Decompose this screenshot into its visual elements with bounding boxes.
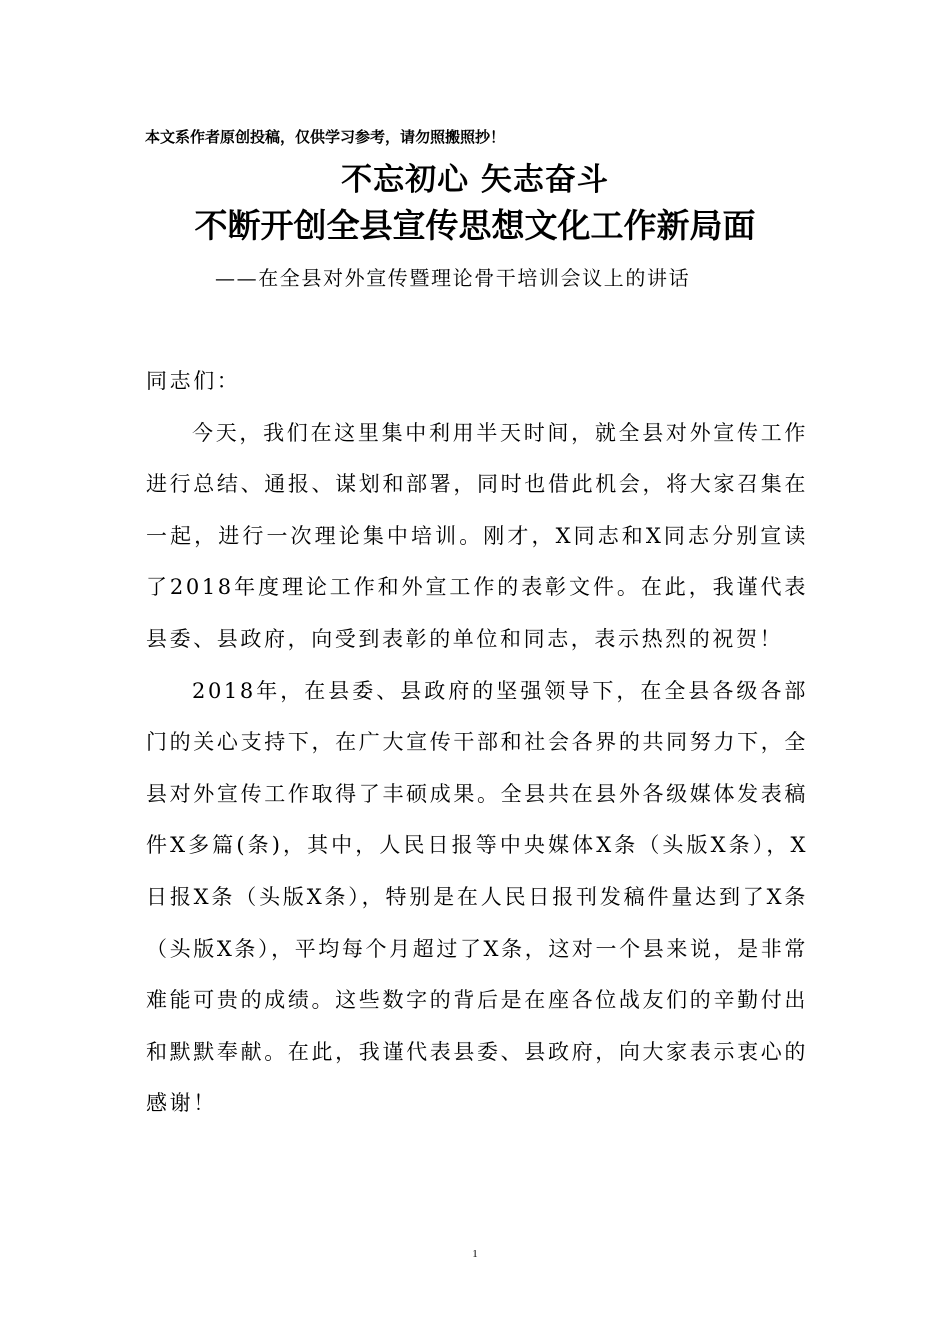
salutation: 同志们： (146, 369, 241, 393)
title-line-2: 不断开创全县宣传思想文化工作新局面 (194, 206, 756, 245)
paragraph: 2018年，在县委、县政府的坚强领导下，在全县各级各部门的关心支持下，在广大宣传干部和社会各界的共同努力下，全县对外宣传工作取得了丰硕成果。全县共在县外各级媒体发表稿件X多篇(条)，其中，人民日报等中央媒体X条（头版X条），X日报X条（头版X条），特别是在人民日报刊发稿件量达到了X条（头版X条），平均每个月超过了X条，这对一个县来说，是非常难能可贵的成绩。这些数字的背后是在座各位战友们的辛勤付出和默默奉献。在此，我谨代表县委、县政府，向大家表示衷心的感谢！ (146, 678, 808, 1116)
paragraph: 今天，我们在这里集中利用半天时间，就全县对外宣传工作进行总结、通报、谋划和部署，同时也借此机会，将大家召集在一起，进行一次理论集中培训。刚才，X同志和X同志分别宣读了2018年度理论工作和外宣工作的表彰文件。在此，我谨代表县委、县政府，向受到表彰的单位和同志，表示热烈的祝贺！ (146, 420, 808, 651)
speech-body (146, 356, 808, 1130)
title-line-1: 不忘初心 矢志奋斗 (341, 162, 609, 198)
subtitle: ——在全县对外宣传暨理论骨干培训会议上的讲话 (215, 266, 691, 290)
page-number: 1 (472, 1248, 478, 1260)
copyright-notice: 本文系作者原创投稿，仅供学习参考，请勿照搬照抄！ (145, 128, 506, 146)
